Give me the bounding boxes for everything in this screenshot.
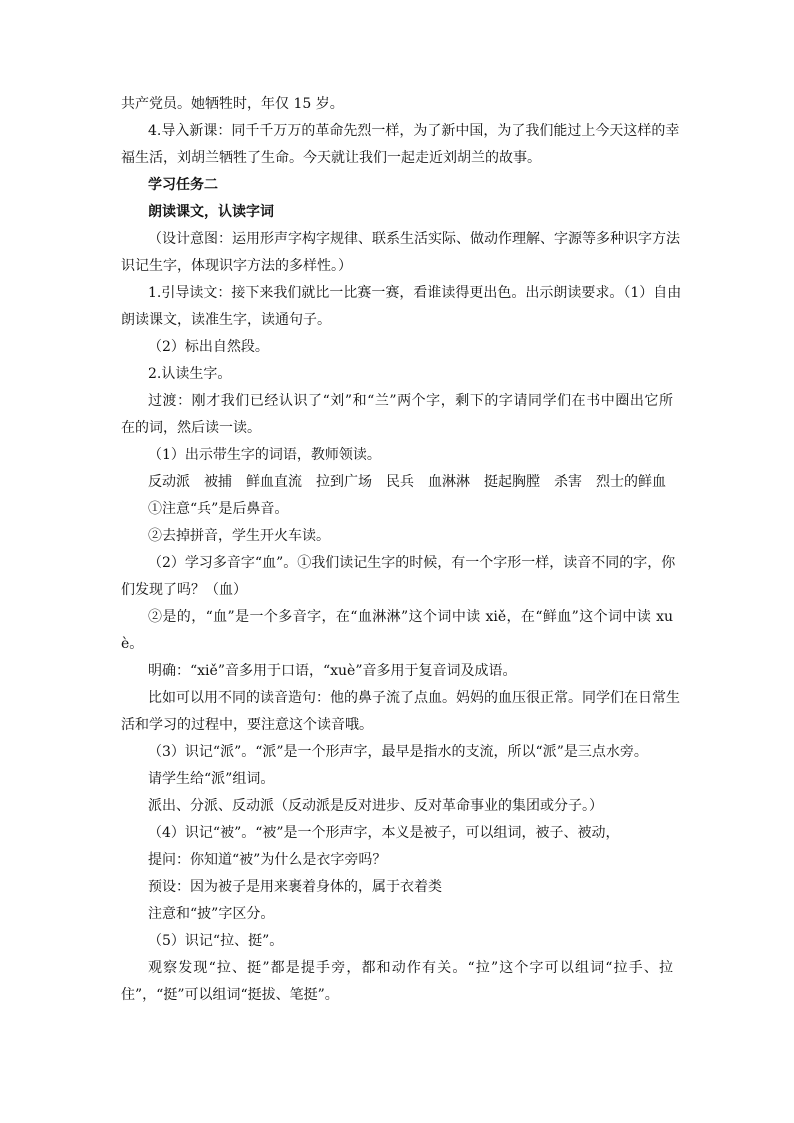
text-line: 比如可以用不同的读音造句：他的鼻子流了点血。妈妈的血压很正常。同学们在日常生 [148,690,680,706]
text-line: 朗读课文，读准生字，读通句子。 [121,312,331,328]
text-line: （5）识记“拉、挺”。 [148,933,284,949]
text-line: （1）出示带生字的词语，教师领读。 [148,447,381,463]
text-line: 预设：因为被子是用来裹着身体的，属于衣着类 [148,879,442,895]
vocabulary-line: 反动派 被捕 鲜血直流 拉到广场 民兵 血淋淋 挺起胸膛 杀害 烈士的鲜血 [148,474,666,490]
subsection-heading: 朗读课文，认读字词 [148,204,274,220]
text-line: （3）识记“派”。“派”是一个形声字，最早是指水的支流，所以“派”是三点水旁。 [148,744,648,760]
text-line: 提问：你知道“被”为什么是衣字旁吗？ [148,852,387,868]
text-line: ①注意“兵”是后鼻音。 [148,501,289,517]
text-line: （2）学习多音字“血”。①我们读记生字的时候，有一个字形一样，读音不同的字，你 [148,555,676,571]
text-line: 1.引导读文：接下来我们就比一比赛一赛，看谁读得更出色。出示朗读要求。（1）自由 [148,285,682,301]
text-line: 们发现了吗？（血） [121,582,247,598]
text-line: 请学生给“派”组词。 [148,771,275,787]
text-line: 注意和“披”字区分。 [148,906,275,922]
text-line: 派出、分派、反动派（反动派是反对进步、反对革命事业的集团或分子。） [148,798,603,814]
text-line: 活和学习的过程中，要注意这个读音哦。 [121,717,373,733]
text-line: （设计意图：运用形声字构字规律、联系生活实际、做动作理解、字源等多种识字方法 [148,231,680,247]
text-line: 在的词，然后读一读。 [121,420,261,436]
text-line: 观察发现“拉、挺”都是提手旁，都和动作有关。“拉”这个字可以组词“拉手、拉 [148,960,673,976]
text-line: 住”，“挺”可以组词“挺拔、笔挺”。 [121,987,339,1003]
text-line: 2.认读生字。 [148,366,232,382]
text-line: ②是的，“血”是一个多音字，在“血淋淋”这个词中读 xiě，在“鲜血”这个词中读 xu [148,609,673,625]
text-line: 过渡：刚才我们已经认识了“刘”和“兰”两个字，剩下的字请同学们在书中圈出它所 [148,393,673,409]
text-line: （2）标出自然段。 [148,339,269,355]
section-heading: 学习任务二 [148,177,218,193]
text-line: 明确：“xiě”音多用于口语，“xuè”音多用于复音词及成语。 [148,663,517,679]
text-line: 福生活，刘胡兰牺牲了生命。今天就让我们一起走近刘胡兰的故事。 [121,150,541,166]
text-line: 共产党员。她牺牲时，年仅 15 岁。 [121,96,344,112]
text-line: （4）识记“被”。“被”是一个形声字，本义是被子，可以组词，被子、被动， [148,825,620,841]
text-line: 识记生字，体现识字方法的多样性。） [121,258,352,274]
text-line: ②去掉拼音，学生开火车读。 [148,528,330,544]
text-line: 4.导入新课：同千千万万的革命先烈一样，为了新中国，为了我们能过上今天这样的幸 [148,123,680,139]
text-line: è。 [121,636,144,652]
